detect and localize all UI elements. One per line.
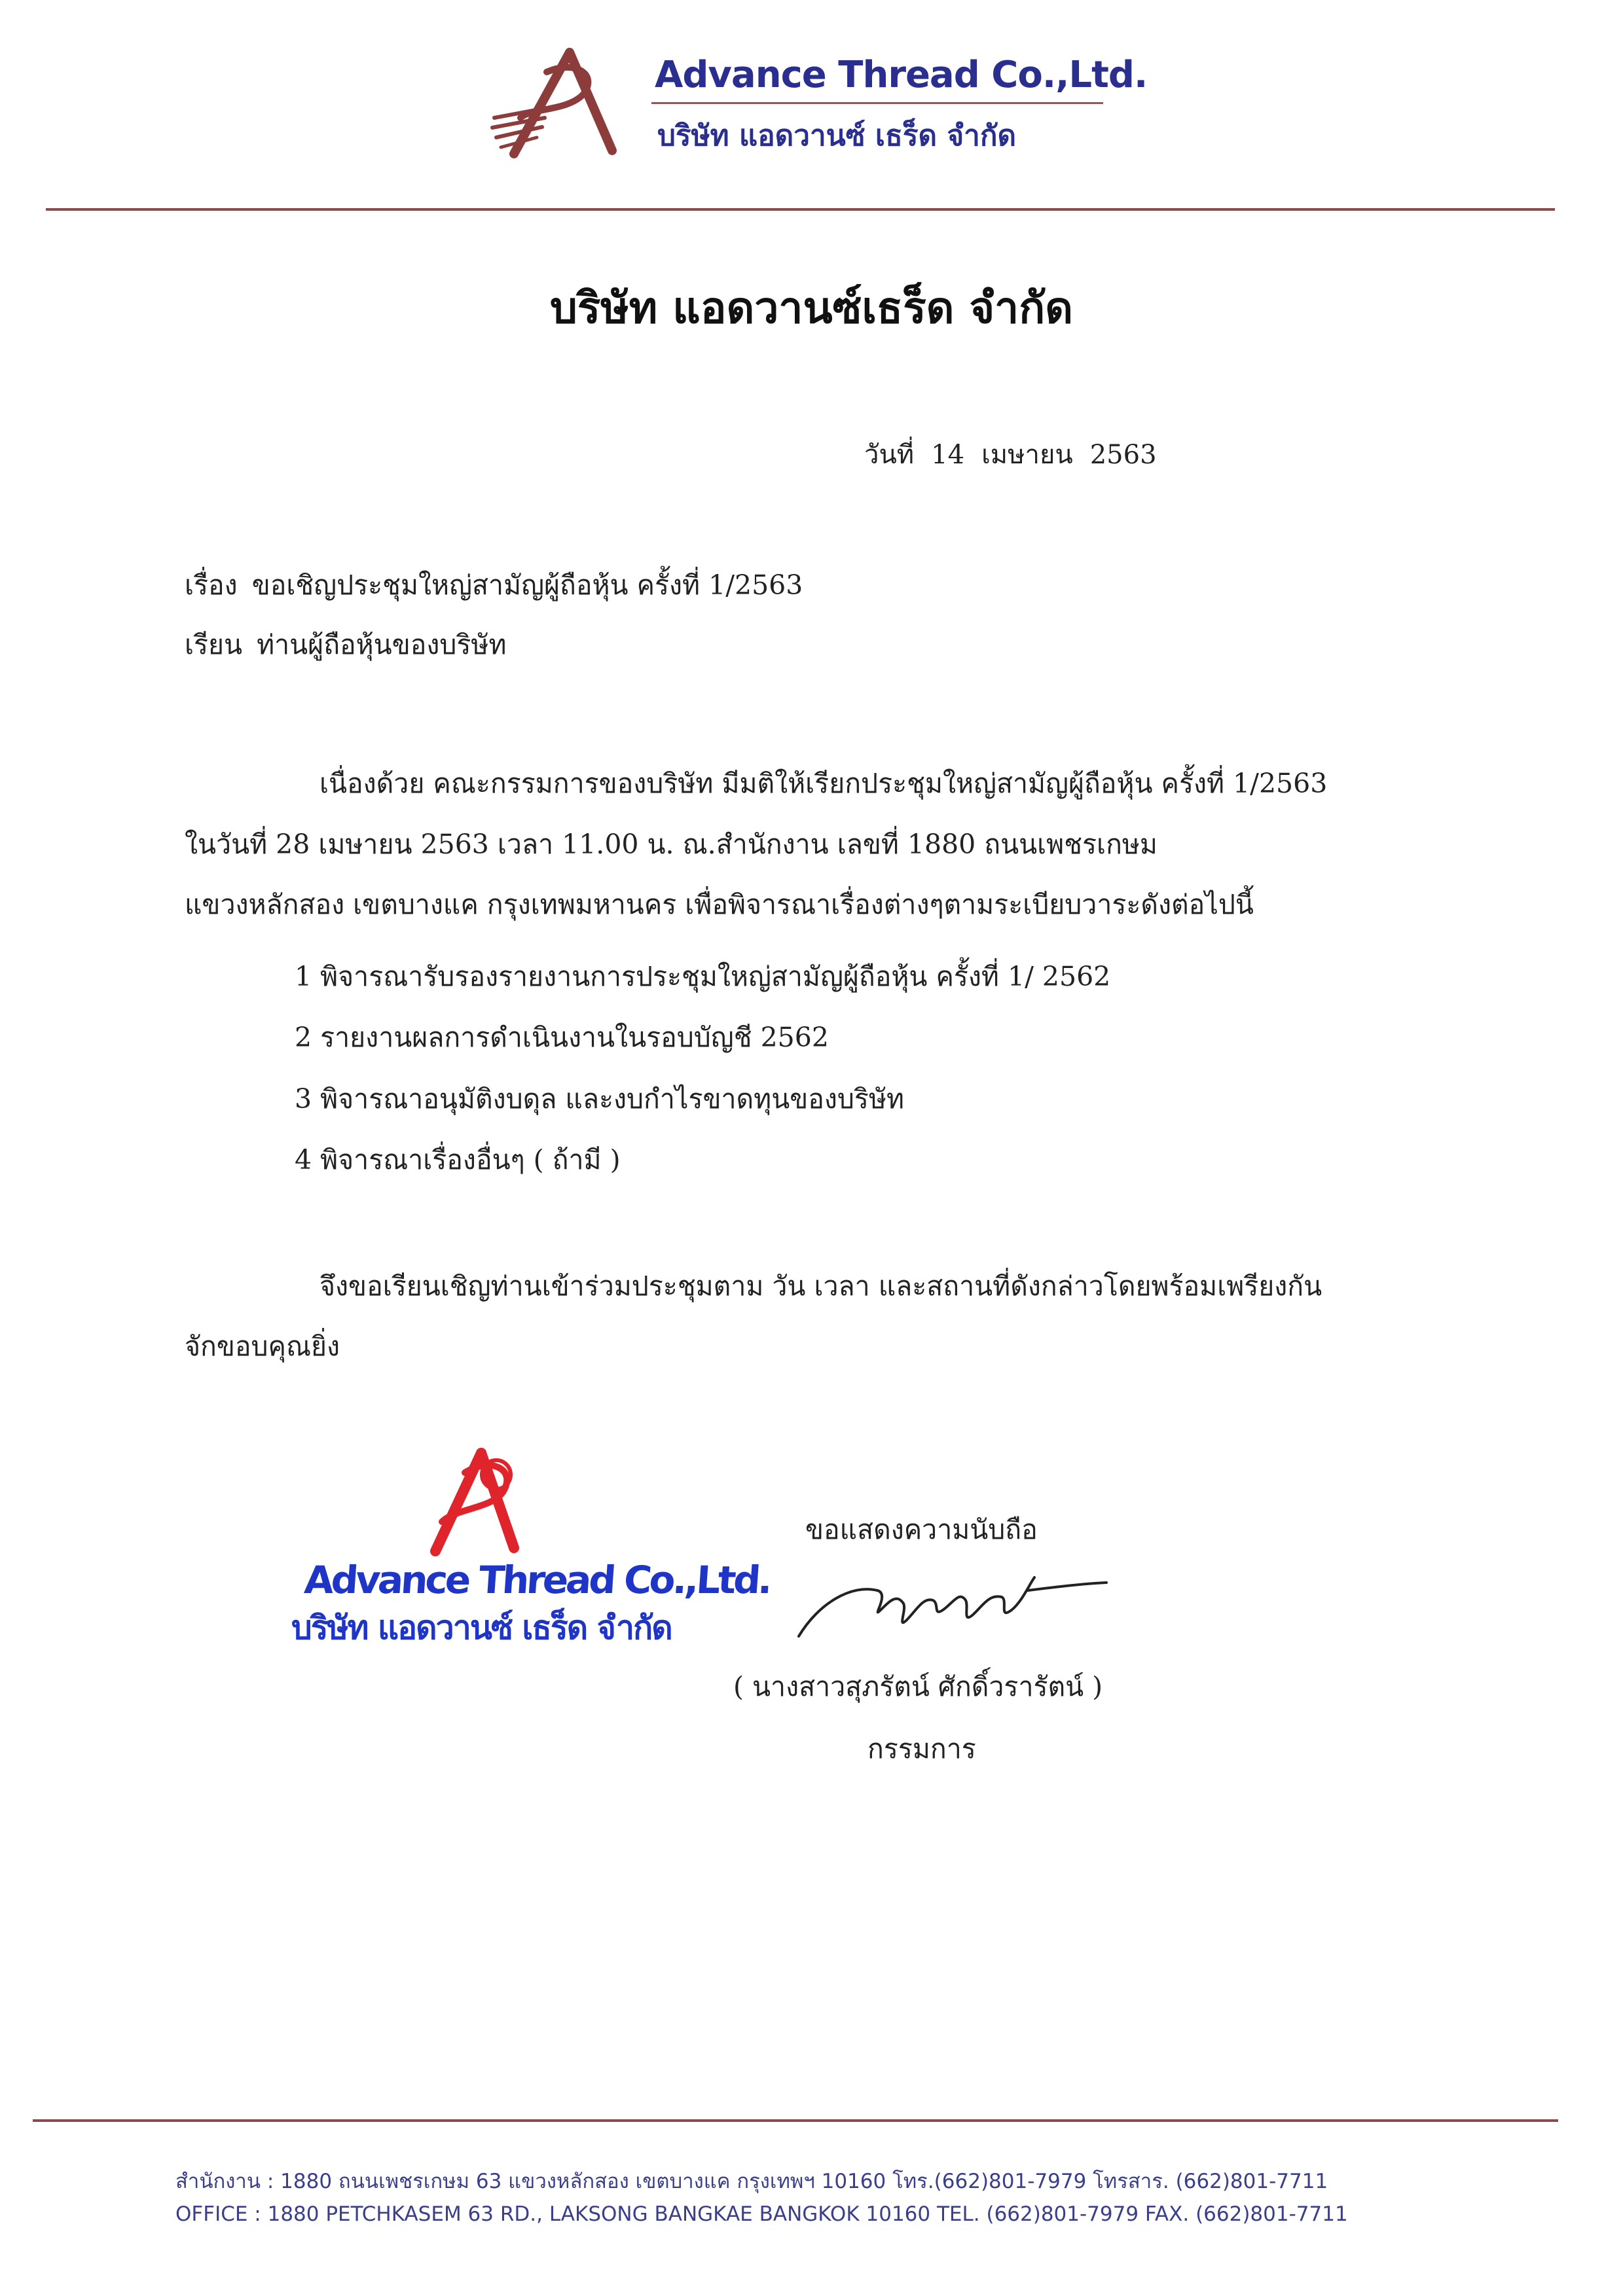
letter-date bbox=[864, 433, 1174, 475]
body-line: เนื่องด้วย คณะกรรมการของบริษัท มีมติให้เรียกประชุมใหญ่สามัญผู้ถือหุ้น ครั้งที่ 1/2563 bbox=[319, 768, 1328, 799]
company-stamp-logo-icon bbox=[419, 1443, 530, 1558]
stamp-company-name-th: บริษัท แอดวานซ์ เธร็ด จำกัด bbox=[291, 1609, 672, 1647]
footer-address-th: สำนักงาน : 1880 ถนนเพชรเกษม 63 แขวงหลักสอง เขตบางแค กรุงเทพฯ 10160 โทร.(662)801-7979 โทรสาร. (662)801-7711 bbox=[175, 2170, 1328, 2193]
date-year: 2563 bbox=[1089, 440, 1157, 470]
body-line: ในวันที่ 28 เมษายน 2563 เวลา 11.00 น. ณ.สำนักงาน เลขที่ 1880 ถนนเพชรเกษม bbox=[185, 829, 1158, 860]
footer-address-en: OFFICE : 1880 PETCHKASEM 63 RD., LAKSONG BANGKAE BANGKOK 10160 TEL. (662)801-7979 FAX. (662)801-7711 bbox=[175, 2202, 1348, 2226]
letterhead-company-name-th: บริษัท แอดวานซ์ เธร็ด จำกัด bbox=[657, 119, 1017, 152]
subject-line bbox=[185, 564, 817, 607]
company-logo-icon bbox=[484, 46, 629, 160]
subject-label: เรื่อง bbox=[185, 569, 238, 601]
date-label: วันที่ bbox=[864, 440, 915, 470]
agenda-item: 3 พิจารณาอนุมัติงบดุล และงบกำไรขาดทุนของบริษัท bbox=[295, 1083, 905, 1115]
agenda-item: 1 พิจารณารับรองรายงานการประชุมใหญ่สามัญผู้ถือหุ้น ครั้งที่ 1/ 2562 bbox=[295, 961, 1111, 992]
closing-line: จักขอบคุณยิ่ง bbox=[185, 1331, 340, 1362]
recipient-label: เรียน bbox=[185, 629, 243, 660]
body-line: แขวงหลักสอง เขตบางแค กรุงเทพมหานคร เพื่อพิจารณาเรื่องต่างๆตามระเบียบวาระดังต่อไปนี้ bbox=[185, 889, 1254, 920]
signatory-name: ( นางสาวสุภรัตน์ ศักดิ์วรารัตน์ ) bbox=[733, 1671, 1103, 1702]
letterhead-name-divider bbox=[651, 102, 1103, 104]
date-month: เมษายน bbox=[981, 440, 1073, 470]
footer-divider bbox=[33, 2119, 1558, 2122]
regards-text: ขอแสดงความนับถือ bbox=[805, 1514, 1038, 1545]
agenda-item: 4 พิจารณาเรื่องอื่นๆ ( ถ้ามี ) bbox=[295, 1144, 621, 1175]
date-day: 14 bbox=[931, 440, 965, 470]
recipient-line bbox=[185, 624, 520, 666]
signature bbox=[792, 1564, 1113, 1649]
agenda-item: 2 รายงานผลการดำเนินงานในรอบบัญชี 2562 bbox=[295, 1022, 829, 1053]
header-divider bbox=[46, 208, 1555, 211]
letterhead-company-name-en: Advance Thread Co.,Ltd. bbox=[655, 54, 1148, 96]
subject-text: ขอเชิญประชุมใหญ่สามัญผู้ถือหุ้น ครั้งที่ 1/2563 bbox=[251, 569, 803, 601]
recipient-text: ท่านผู้ถือหุ้นของบริษัท bbox=[257, 629, 507, 660]
document-title: บริษัท แอดวานซ์เธร็ด จำกัด bbox=[549, 282, 1074, 333]
signatory-position: กรรมการ bbox=[867, 1733, 976, 1765]
stamp-company-name-en: Advance Thread Co.,Ltd. bbox=[302, 1558, 772, 1602]
closing-line: จึงขอเรียนเชิญท่านเข้าร่วมประชุมตาม วัน เวลา และสถานที่ดังกล่าวโดยพร้อมเพรียงกัน bbox=[319, 1270, 1322, 1302]
